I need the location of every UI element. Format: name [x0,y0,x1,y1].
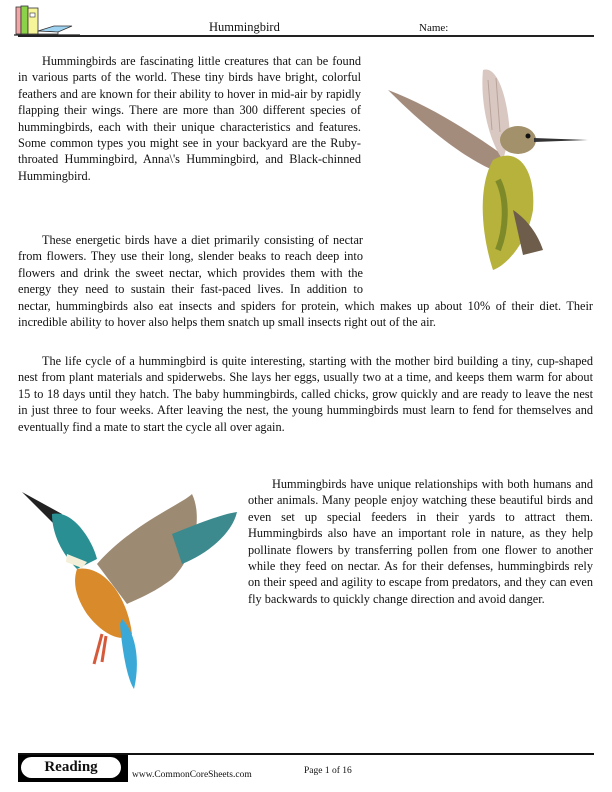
books-icon [14,4,80,36]
paragraph-3-text: The life cycle of a hummingbird is quite interesting, starting with the mother bird building a tiny, cup-shaped nest from plant materials and spiderwebs. She lays her eggs, usually two at a time, and keeps them warm for about 15 to 18 days until they hatch. The baby hummingbirds, called chicks, grow quickly and are ready to leave the nest in just three to four weeks. After leaving the nest, the young hummingbirds must learn to fend for themselves and eventually find a mate to start the cycle all over again. [18,354,593,434]
worksheet-title: Hummingbird [209,20,280,34]
website-link[interactable]: www.CommonCoreSheets.com [132,770,252,780]
paragraph-2 [18,232,593,330]
page-header [0,0,612,40]
paragraph-1-text: Hummingbirds are fascinating little creatures that can be found in various parts of the world. These tiny birds have bright, colorful feathers and are known for their ability to hover in mid-air by rapidly flapping their wings. There are more than 300 different species of hummingbirds, each with their unique characteristics and features. Some common types you might see in your backyard are the Ruby-throated Hummingbird, Anna\'s Hummingbird, and Black-chinned Hummingbird. [18,54,361,183]
paragraph-4 [248,476,593,607]
kingfisher-image [22,484,242,694]
paragraph-3 [18,353,593,435]
paragraph-4-text: Hummingbirds have unique relationships with both humans and other animals. Many people enjoy watching these beautiful birds and even set up special feeders in their yards to attract them. Hummingbirds also have an important role in nature, as they help pollinate flowers by transferring pollen from one flower to another while they feed on nectar. As for their defenses, hummingbirds rely on their speed and agility to escape from predators, and they can even fly backwards to quickly change direction and avoid danger. [248,477,593,606]
header-divider [18,35,594,37]
paragraph-1 [18,53,361,184]
paragraph-2-text: These energetic birds have a diet primarily consisting of nectar from flowers. They use their long, slender beaks to reach deep into flowers and drink the sweet nectar, which provides them with the energy they need to sustain their fast-paced lives. In addition to nectar, hummingbirds also eat insects and spiders for protein, which makes up about 10% of their diet. Their incredible ability to hover also helps them snatch up small insects right out of the air. [18,233,593,330]
subject-badge: Reading [21,757,121,778]
name-field-label: Name: [419,22,449,34]
page-number: Page 1 of 16 [304,766,352,776]
